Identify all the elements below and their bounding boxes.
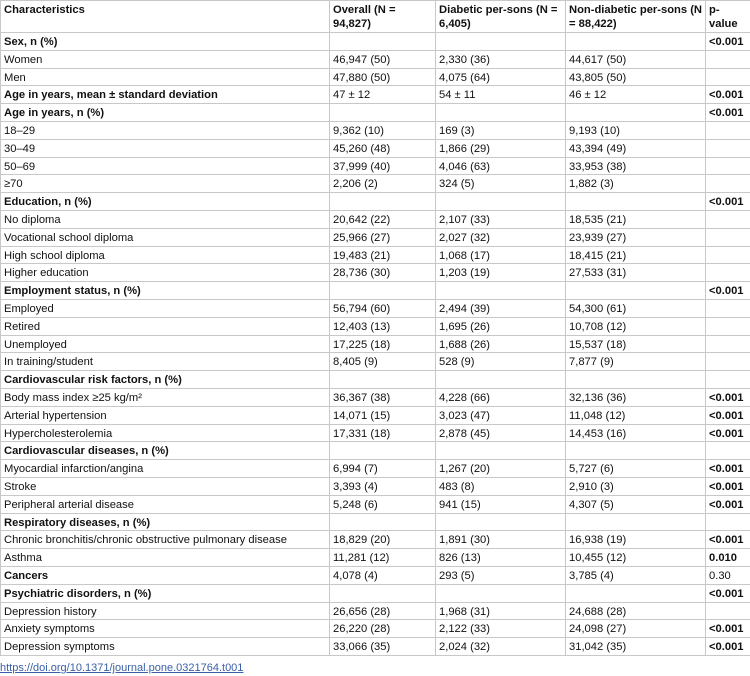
header-nondiabetic: Non-diabetic per-sons (N = 88,422) bbox=[566, 1, 706, 33]
overall-cell: 46,947 (50) bbox=[330, 50, 436, 68]
nondiabetic-cell: 43,394 (49) bbox=[566, 139, 706, 157]
row-label: 50–69 bbox=[1, 157, 330, 175]
row-label: Vocational school diploma bbox=[1, 228, 330, 246]
nondiabetic-cell bbox=[566, 371, 706, 389]
row-label: Asthma bbox=[1, 549, 330, 567]
p-value-cell: 0.010 bbox=[706, 549, 750, 567]
diabetic-cell bbox=[436, 513, 566, 531]
diabetic-cell: 54 ± 11 bbox=[436, 86, 566, 104]
overall-cell: 37,999 (40) bbox=[330, 157, 436, 175]
overall-cell: 36,367 (38) bbox=[330, 388, 436, 406]
diabetic-cell: 4,075 (64) bbox=[436, 68, 566, 86]
overall-cell: 47,880 (50) bbox=[330, 68, 436, 86]
overall-cell: 2,206 (2) bbox=[330, 175, 436, 193]
row-label: In training/student bbox=[1, 353, 330, 371]
table-row bbox=[1, 121, 750, 139]
row-label: Higher education bbox=[1, 264, 330, 282]
p-value-cell bbox=[706, 210, 750, 228]
p-value-cell bbox=[706, 602, 750, 620]
overall-cell: 8,405 (9) bbox=[330, 353, 436, 371]
table-row bbox=[1, 371, 750, 389]
table-row bbox=[1, 68, 750, 86]
p-value-cell bbox=[706, 50, 750, 68]
p-value-cell bbox=[706, 335, 750, 353]
nondiabetic-cell: 11,048 (12) bbox=[566, 406, 706, 424]
diabetic-cell: 2,122 (33) bbox=[436, 620, 566, 638]
p-value-cell bbox=[706, 371, 750, 389]
nondiabetic-cell: 54,300 (61) bbox=[566, 299, 706, 317]
overall-cell: 26,656 (28) bbox=[330, 602, 436, 620]
diabetic-cell bbox=[436, 282, 566, 300]
diabetic-cell: 2,494 (39) bbox=[436, 299, 566, 317]
header-characteristics: Characteristics bbox=[1, 1, 330, 33]
table-row bbox=[1, 388, 750, 406]
p-value-cell: <0.001 bbox=[706, 86, 750, 104]
table-body bbox=[1, 33, 750, 656]
overall-cell: 18,829 (20) bbox=[330, 531, 436, 549]
overall-cell: 14,071 (15) bbox=[330, 406, 436, 424]
diabetic-cell: 826 (13) bbox=[436, 549, 566, 567]
p-value-cell bbox=[706, 513, 750, 531]
nondiabetic-cell bbox=[566, 282, 706, 300]
overall-cell bbox=[330, 513, 436, 531]
p-value-cell bbox=[706, 157, 750, 175]
nondiabetic-cell: 32,136 (36) bbox=[566, 388, 706, 406]
table-row bbox=[1, 157, 750, 175]
overall-cell bbox=[330, 584, 436, 602]
table-row bbox=[1, 104, 750, 122]
nondiabetic-cell: 9,193 (10) bbox=[566, 121, 706, 139]
overall-cell: 45,260 (48) bbox=[330, 139, 436, 157]
overall-cell: 5,248 (6) bbox=[330, 495, 436, 513]
header-overall: Overall (N = 94,827) bbox=[330, 1, 436, 33]
diabetic-cell: 1,203 (19) bbox=[436, 264, 566, 282]
row-label: Men bbox=[1, 68, 330, 86]
nondiabetic-cell: 5,727 (6) bbox=[566, 460, 706, 478]
diabetic-cell: 293 (5) bbox=[436, 566, 566, 584]
table-row bbox=[1, 442, 750, 460]
nondiabetic-cell: 10,455 (12) bbox=[566, 549, 706, 567]
nondiabetic-cell bbox=[566, 104, 706, 122]
row-label: Education, n (%) bbox=[1, 193, 330, 211]
row-label: Retired bbox=[1, 317, 330, 335]
table-row bbox=[1, 460, 750, 478]
row-label: Employed bbox=[1, 299, 330, 317]
diabetic-cell: 1,068 (17) bbox=[436, 246, 566, 264]
nondiabetic-cell: 24,098 (27) bbox=[566, 620, 706, 638]
row-label: High school diploma bbox=[1, 246, 330, 264]
diabetic-cell: 1,891 (30) bbox=[436, 531, 566, 549]
row-label: 30–49 bbox=[1, 139, 330, 157]
nondiabetic-cell bbox=[566, 513, 706, 531]
row-label: Age in years, mean ± standard deviation bbox=[1, 86, 330, 104]
diabetic-cell bbox=[436, 442, 566, 460]
p-value-cell: <0.001 bbox=[706, 104, 750, 122]
diabetic-cell: 4,046 (63) bbox=[436, 157, 566, 175]
diabetic-cell: 2,027 (32) bbox=[436, 228, 566, 246]
p-value-cell bbox=[706, 121, 750, 139]
p-value-cell bbox=[706, 299, 750, 317]
doi-link[interactable]: https://doi.org/10.1371/journal.pone.0321764.t001 bbox=[0, 662, 243, 674]
diabetic-cell: 2,330 (36) bbox=[436, 50, 566, 68]
nondiabetic-cell: 7,877 (9) bbox=[566, 353, 706, 371]
diabetic-cell bbox=[436, 193, 566, 211]
nondiabetic-cell: 3,785 (4) bbox=[566, 566, 706, 584]
diabetic-cell: 483 (8) bbox=[436, 477, 566, 495]
diabetic-cell bbox=[436, 371, 566, 389]
p-value-cell: <0.001 bbox=[706, 477, 750, 495]
overall-cell: 47 ± 12 bbox=[330, 86, 436, 104]
diabetic-cell: 324 (5) bbox=[436, 175, 566, 193]
overall-cell: 12,403 (13) bbox=[330, 317, 436, 335]
diabetic-cell bbox=[436, 584, 566, 602]
row-label: Stroke bbox=[1, 477, 330, 495]
p-value-cell bbox=[706, 228, 750, 246]
nondiabetic-cell: 18,535 (21) bbox=[566, 210, 706, 228]
nondiabetic-cell: 16,938 (19) bbox=[566, 531, 706, 549]
p-value-cell: <0.001 bbox=[706, 531, 750, 549]
nondiabetic-cell: 1,882 (3) bbox=[566, 175, 706, 193]
p-value-cell: <0.001 bbox=[706, 584, 750, 602]
p-value-cell: <0.001 bbox=[706, 282, 750, 300]
p-value-cell bbox=[706, 246, 750, 264]
p-value-cell: <0.001 bbox=[706, 495, 750, 513]
nondiabetic-cell: 24,688 (28) bbox=[566, 602, 706, 620]
table-row bbox=[1, 264, 750, 282]
diabetic-cell: 1,968 (31) bbox=[436, 602, 566, 620]
row-label: Depression history bbox=[1, 602, 330, 620]
table-row bbox=[1, 513, 750, 531]
row-label: Body mass index ≥25 kg/m² bbox=[1, 388, 330, 406]
row-label: Hypercholesterolemia bbox=[1, 424, 330, 442]
p-value-cell: <0.001 bbox=[706, 620, 750, 638]
nondiabetic-cell: 4,307 (5) bbox=[566, 495, 706, 513]
table-row bbox=[1, 210, 750, 228]
table-row bbox=[1, 139, 750, 157]
nondiabetic-cell: 10,708 (12) bbox=[566, 317, 706, 335]
overall-cell: 9,362 (10) bbox=[330, 121, 436, 139]
table-row bbox=[1, 549, 750, 567]
overall-cell bbox=[330, 193, 436, 211]
row-label: Psychiatric disorders, n (%) bbox=[1, 584, 330, 602]
p-value-cell: <0.001 bbox=[706, 638, 750, 656]
p-value-cell: <0.001 bbox=[706, 33, 750, 51]
row-label: No diploma bbox=[1, 210, 330, 228]
diabetic-cell: 2,107 (33) bbox=[436, 210, 566, 228]
overall-cell: 3,393 (4) bbox=[330, 477, 436, 495]
p-value-cell bbox=[706, 175, 750, 193]
nondiabetic-cell: 43,805 (50) bbox=[566, 68, 706, 86]
overall-cell bbox=[330, 442, 436, 460]
nondiabetic-cell: 15,537 (18) bbox=[566, 335, 706, 353]
p-value-cell bbox=[706, 353, 750, 371]
table-row bbox=[1, 602, 750, 620]
nondiabetic-cell: 23,939 (27) bbox=[566, 228, 706, 246]
table-row bbox=[1, 299, 750, 317]
nondiabetic-cell: 44,617 (50) bbox=[566, 50, 706, 68]
row-label: Chronic bronchitis/chronic obstructive pulmonary disease bbox=[1, 531, 330, 549]
table-row bbox=[1, 317, 750, 335]
nondiabetic-cell bbox=[566, 193, 706, 211]
table-row bbox=[1, 566, 750, 584]
table-row bbox=[1, 335, 750, 353]
table-row bbox=[1, 353, 750, 371]
diabetic-cell: 528 (9) bbox=[436, 353, 566, 371]
row-label: 18–29 bbox=[1, 121, 330, 139]
diabetic-cell: 3,023 (47) bbox=[436, 406, 566, 424]
diabetic-cell: 1,688 (26) bbox=[436, 335, 566, 353]
nondiabetic-cell: 33,953 (38) bbox=[566, 157, 706, 175]
diabetic-cell: 1,695 (26) bbox=[436, 317, 566, 335]
overall-cell bbox=[330, 282, 436, 300]
diabetic-cell: 2,024 (32) bbox=[436, 638, 566, 656]
overall-cell: 11,281 (12) bbox=[330, 549, 436, 567]
overall-cell bbox=[330, 33, 436, 51]
row-label: Cardiovascular diseases, n (%) bbox=[1, 442, 330, 460]
table-row bbox=[1, 531, 750, 549]
nondiabetic-cell: 14,453 (16) bbox=[566, 424, 706, 442]
overall-cell: 20,642 (22) bbox=[330, 210, 436, 228]
table-row bbox=[1, 495, 750, 513]
row-label: Peripheral arterial disease bbox=[1, 495, 330, 513]
diabetic-cell bbox=[436, 104, 566, 122]
overall-cell bbox=[330, 371, 436, 389]
overall-cell bbox=[330, 104, 436, 122]
diabetic-cell: 941 (15) bbox=[436, 495, 566, 513]
nondiabetic-cell: 31,042 (35) bbox=[566, 638, 706, 656]
nondiabetic-cell bbox=[566, 33, 706, 51]
row-label: Women bbox=[1, 50, 330, 68]
table-row bbox=[1, 175, 750, 193]
row-label: Respiratory diseases, n (%) bbox=[1, 513, 330, 531]
table-row bbox=[1, 424, 750, 442]
p-value-cell: <0.001 bbox=[706, 406, 750, 424]
nondiabetic-cell bbox=[566, 442, 706, 460]
header-row bbox=[1, 1, 750, 33]
table-row bbox=[1, 193, 750, 211]
p-value-cell bbox=[706, 68, 750, 86]
table-row bbox=[1, 246, 750, 264]
p-value-cell bbox=[706, 139, 750, 157]
row-label: Anxiety symptoms bbox=[1, 620, 330, 638]
diabetic-cell: 169 (3) bbox=[436, 121, 566, 139]
p-value-cell: 0.30 bbox=[706, 566, 750, 584]
header-diabetic: Diabetic per-sons (N = 6,405) bbox=[436, 1, 566, 33]
row-label: Employment status, n (%) bbox=[1, 282, 330, 300]
p-value-cell bbox=[706, 317, 750, 335]
p-value-cell: <0.001 bbox=[706, 193, 750, 211]
row-label: Cardiovascular risk factors, n (%) bbox=[1, 371, 330, 389]
diabetic-cell: 1,866 (29) bbox=[436, 139, 566, 157]
nondiabetic-cell: 18,415 (21) bbox=[566, 246, 706, 264]
p-value-cell: <0.001 bbox=[706, 424, 750, 442]
table-row bbox=[1, 50, 750, 68]
overall-cell: 28,736 (30) bbox=[330, 264, 436, 282]
row-label: ≥70 bbox=[1, 175, 330, 193]
overall-cell: 6,994 (7) bbox=[330, 460, 436, 478]
overall-cell: 17,225 (18) bbox=[330, 335, 436, 353]
overall-cell: 56,794 (60) bbox=[330, 299, 436, 317]
p-value-cell: <0.001 bbox=[706, 388, 750, 406]
table-row bbox=[1, 638, 750, 656]
table-row bbox=[1, 86, 750, 104]
row-label: Sex, n (%) bbox=[1, 33, 330, 51]
overall-cell: 25,966 (27) bbox=[330, 228, 436, 246]
diabetic-cell bbox=[436, 33, 566, 51]
table-row bbox=[1, 282, 750, 300]
table-row bbox=[1, 228, 750, 246]
table-row bbox=[1, 406, 750, 424]
nondiabetic-cell: 2,910 (3) bbox=[566, 477, 706, 495]
overall-cell: 19,483 (21) bbox=[330, 246, 436, 264]
nondiabetic-cell bbox=[566, 584, 706, 602]
overall-cell: 26,220 (28) bbox=[330, 620, 436, 638]
nondiabetic-cell: 46 ± 12 bbox=[566, 86, 706, 104]
overall-cell: 33,066 (35) bbox=[330, 638, 436, 656]
row-label: Myocardial infarction/angina bbox=[1, 460, 330, 478]
table-row bbox=[1, 477, 750, 495]
diabetic-cell: 1,267 (20) bbox=[436, 460, 566, 478]
diabetic-cell: 4,228 (66) bbox=[436, 388, 566, 406]
p-value-cell: <0.001 bbox=[706, 460, 750, 478]
row-label: Arterial hypertension bbox=[1, 406, 330, 424]
row-label: Cancers bbox=[1, 566, 330, 584]
p-value-cell bbox=[706, 442, 750, 460]
row-label: Age in years, n (%) bbox=[1, 104, 330, 122]
header-p-value: p-value bbox=[706, 1, 750, 33]
row-label: Unemployed bbox=[1, 335, 330, 353]
table-row bbox=[1, 584, 750, 602]
table-row bbox=[1, 33, 750, 51]
row-label: Depression symptoms bbox=[1, 638, 330, 656]
table-row bbox=[1, 620, 750, 638]
overall-cell: 17,331 (18) bbox=[330, 424, 436, 442]
p-value-cell bbox=[706, 264, 750, 282]
overall-cell: 4,078 (4) bbox=[330, 566, 436, 584]
diabetic-cell: 2,878 (45) bbox=[436, 424, 566, 442]
nondiabetic-cell: 27,533 (31) bbox=[566, 264, 706, 282]
